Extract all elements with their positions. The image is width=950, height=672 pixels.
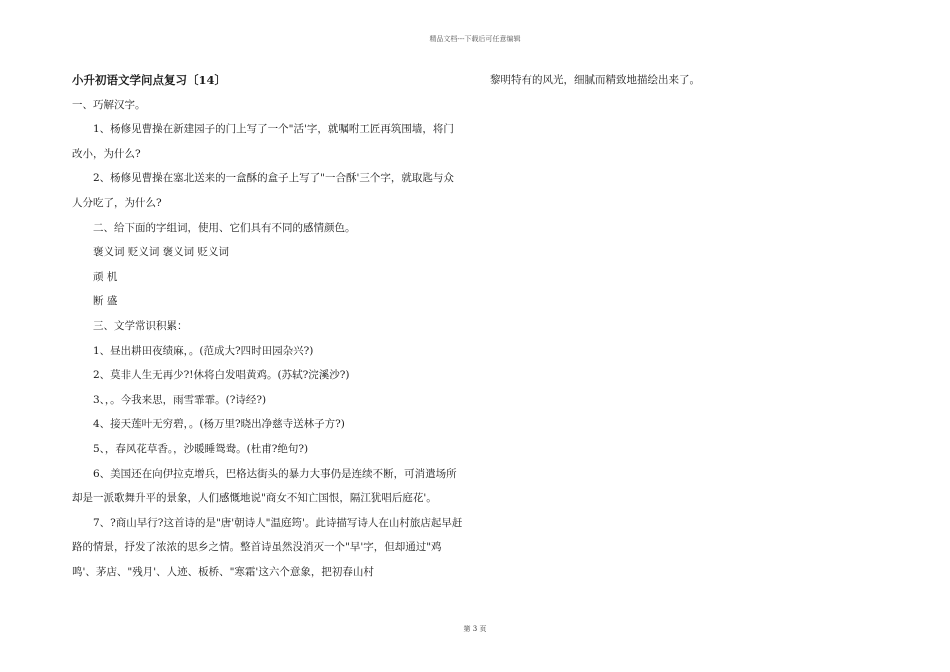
- paragraph: 2、杨修见曹操在塞北送来的一盒酥的盒子上写了"一合酥'三个字，就取匙与众人分吃了，为什么?: [72, 172, 454, 209]
- page-header: 精品文档---下载后可任意编辑: [429, 35, 521, 43]
- paragraph: 1、昼出耕田夜绩麻，。(范成大?四时田园杂兴?): [93, 344, 314, 357]
- paragraph: 5、，春风花草香。，沙暖睡鸳鸯。(杜甫?绝句?): [93, 442, 309, 455]
- paragraph: 6、美国还在向伊拉克增兵，巴格达街头的暴力大事仍是连续不断，可消遣场所却是一派歌舞升平的景象，人们感慨地说"商女不知亡国恨，隔江犹唱后庭花'。: [72, 467, 457, 505]
- paragraph: 黎明特有的风光，细腻而精致地描绘出来了。: [490, 74, 700, 86]
- section-heading-3: 三、文学常识积累：: [93, 319, 188, 332]
- left-column: [72, 68, 464, 584]
- document-title: 小升初语文学问点复习〔14〕: [72, 73, 227, 87]
- right-column: [490, 68, 882, 93]
- paragraph: 2、莫非人生无再少?!休将白发唱黄鸡。(苏轼?浣溪沙?): [93, 369, 350, 382]
- section-heading-2: 二、给下面的字组词，使用、它们具有不同的感情颜色。: [93, 221, 356, 234]
- paragraph: 断 盛: [93, 295, 118, 308]
- paragraph: 顽 机: [93, 270, 118, 283]
- paragraph: 褒义词 贬义词 褒义词 贬义词: [93, 246, 230, 259]
- paragraph: 7、?商山早行?这首诗的是"唐'朝诗人"温庭筠'。此诗描写诗人在山村旅店起早赶路的情景，抒发了浓浓的思乡之情。整首诗虽然没消灭一个"早'字，但却通过"鸡鸣'、茅店、"残月'、人迹、板桥、"寒霜'这六个意象，把初春山村: [72, 516, 463, 578]
- section-heading-1: 一、巧解汉字。: [72, 98, 146, 111]
- paragraph: 4、接天莲叶无穷碧，。(杨万里?晓出净慈寺送林子方?): [93, 418, 345, 431]
- paragraph: 3、，。今我来思，雨雪霏霏。(?诗经?): [93, 393, 267, 406]
- paragraph: 1、杨修见曹操在新建园子的门上写了一个"活'字，就嘱咐工匠再筑围墙，将门改小，为什么?: [72, 123, 454, 160]
- page-number: 第 3 页: [463, 625, 487, 633]
